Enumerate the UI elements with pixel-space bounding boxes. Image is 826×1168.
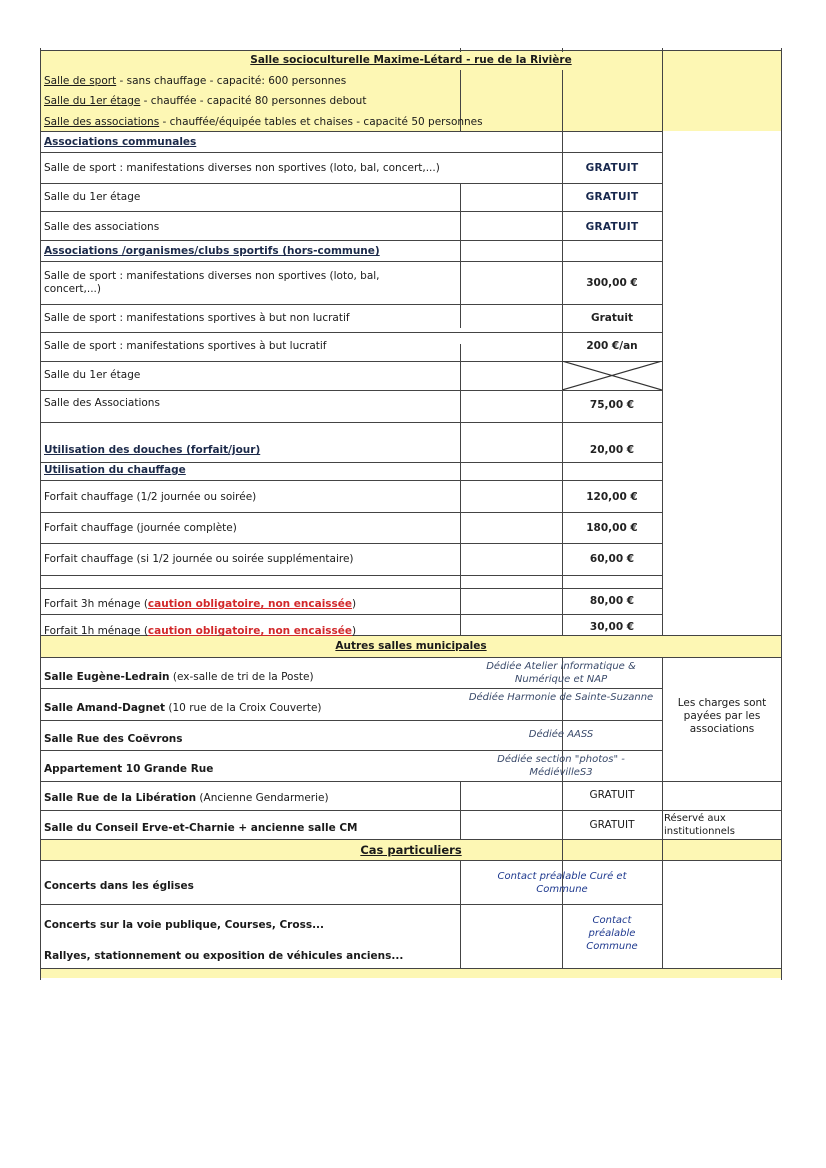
hors-commune-row-price: 75,00 € bbox=[589, 399, 635, 411]
chauffage-row-label: Forfait chauffage (journée complète) bbox=[44, 522, 237, 534]
charges-note: Les charges sont payées par les associations bbox=[677, 697, 767, 735]
communales-row-label: Salle des associations bbox=[44, 221, 160, 233]
section-chauffage: Utilisation du chauffage bbox=[44, 464, 186, 476]
hors-commune-row-label: Salle des Associations bbox=[44, 397, 160, 409]
communales-row-price: GRATUIT bbox=[585, 191, 639, 203]
autres-row-name: Salle Eugène-Ledrain (ex-salle de tri de la Poste) bbox=[44, 671, 314, 683]
communales-row-label: Salle du 1er étage bbox=[44, 191, 141, 203]
section-hors-commune: Associations /organismes/clubs sportifs (hors-commune) bbox=[44, 245, 380, 257]
communales-row-price: GRATUIT bbox=[585, 162, 639, 174]
hors-commune-row-price: 200 €/an bbox=[586, 340, 638, 352]
autres-row-use: Dédiée AASS bbox=[528, 729, 594, 740]
section-communales: Associations communales bbox=[44, 136, 197, 148]
page-title: Salle socioculturelle Maxime-Létard - rue de la Rivière bbox=[250, 54, 572, 66]
particuliers-row-label: Rallyes, stationnement ou exposition de véhicules anciens... bbox=[44, 950, 404, 962]
contact-cure-commune: Contact préalable Curé et Commune bbox=[497, 871, 627, 895]
autres-row-use: Dédiée Harmonie de Sainte-Suzanne bbox=[468, 692, 654, 703]
contact-commune: Contact préalable Commune bbox=[586, 915, 638, 952]
hors-commune-row-price: Gratuit bbox=[591, 312, 633, 324]
particuliers-row-label: Concerts sur la voie publique, Courses, Cross... bbox=[44, 919, 325, 931]
hall-sport: Salle de sport - sans chauffage - capacité: 600 personnes bbox=[44, 75, 347, 87]
hall-associations: Salle des associations - chauffée/équipée tables et chaises - capacité 50 personnes bbox=[44, 116, 483, 128]
section-cas-particuliers: Cas particuliers bbox=[360, 843, 462, 857]
hall-etage: Salle du 1er étage - chauffée - capacité 80 personnes debout bbox=[44, 95, 367, 107]
autres-row-name: Salle du Conseil Erve-et-Charnie + ancienne salle CM bbox=[44, 822, 358, 834]
hors-commune-row-label: Salle de sport : manifestations sportives à but non lucratif bbox=[44, 312, 350, 324]
hors-commune-row-label: Salle de sport : manifestations diverses non sportives (loto, bal, concert,...) bbox=[44, 270, 380, 295]
autres-row-price: GRATUIT bbox=[589, 789, 635, 801]
communales-row-price: GRATUIT bbox=[585, 221, 639, 233]
hors-commune-row-price: 300,00 € bbox=[586, 277, 638, 289]
menage-row-price: 30,00 € bbox=[589, 621, 635, 633]
autres-row-name: Salle Rue de la Libération (Ancienne Gendarmerie) bbox=[44, 792, 329, 804]
menage-row-label: Forfait 1h ménage (caution obligatoire, non encaissée) bbox=[44, 625, 357, 637]
hors-commune-row-label: Salle de sport : manifestations sportives à but lucratif bbox=[44, 340, 327, 352]
autres-row-use: Dédiée section "photos" - MédiévilleS3 bbox=[497, 754, 625, 778]
chauffage-row-price: 180,00 € bbox=[586, 522, 638, 534]
chauffage-row-label: Forfait chauffage (1/2 journée ou soirée) bbox=[44, 491, 257, 503]
autres-row-name: Salle Rue des Coëvrons bbox=[44, 733, 183, 745]
chauffage-row-price: 120,00 € bbox=[586, 491, 638, 503]
douches-price: 20,00 € bbox=[589, 444, 635, 456]
bottom-band bbox=[40, 968, 782, 978]
douches-label: Utilisation des douches (forfait/jour) bbox=[44, 444, 261, 456]
tariff-table bbox=[40, 48, 782, 980]
chauffage-row-label: Forfait chauffage (si 1/2 journée ou soirée supplémentaire) bbox=[44, 553, 354, 565]
autres-row-name: Appartement 10 Grande Rue bbox=[44, 763, 214, 775]
not-available-cross bbox=[562, 361, 662, 390]
particuliers-row-label: Concerts dans les églises bbox=[44, 880, 194, 892]
institutionnels-note: Réservé aux institutionnels bbox=[664, 813, 735, 837]
communales-row-label: Salle de sport : manifestations diverses non sportives (loto, bal, concert,...) bbox=[44, 162, 440, 174]
hors-commune-row-label: Salle du 1er étage bbox=[44, 369, 141, 381]
section-autres-salles: Autres salles municipales bbox=[335, 640, 487, 652]
autres-row-name: Salle Amand-Dagnet (10 rue de la Croix Couverte) bbox=[44, 702, 322, 714]
menage-row-label: Forfait 3h ménage (caution obligatoire, non encaissée) bbox=[44, 598, 357, 610]
chauffage-row-price: 60,00 € bbox=[589, 553, 635, 565]
autres-row-price: GRATUIT bbox=[589, 819, 635, 831]
autres-row-use: Dédiée Atelier informatique & Numérique et NAP bbox=[486, 661, 636, 685]
menage-row-price: 80,00 € bbox=[589, 595, 635, 607]
